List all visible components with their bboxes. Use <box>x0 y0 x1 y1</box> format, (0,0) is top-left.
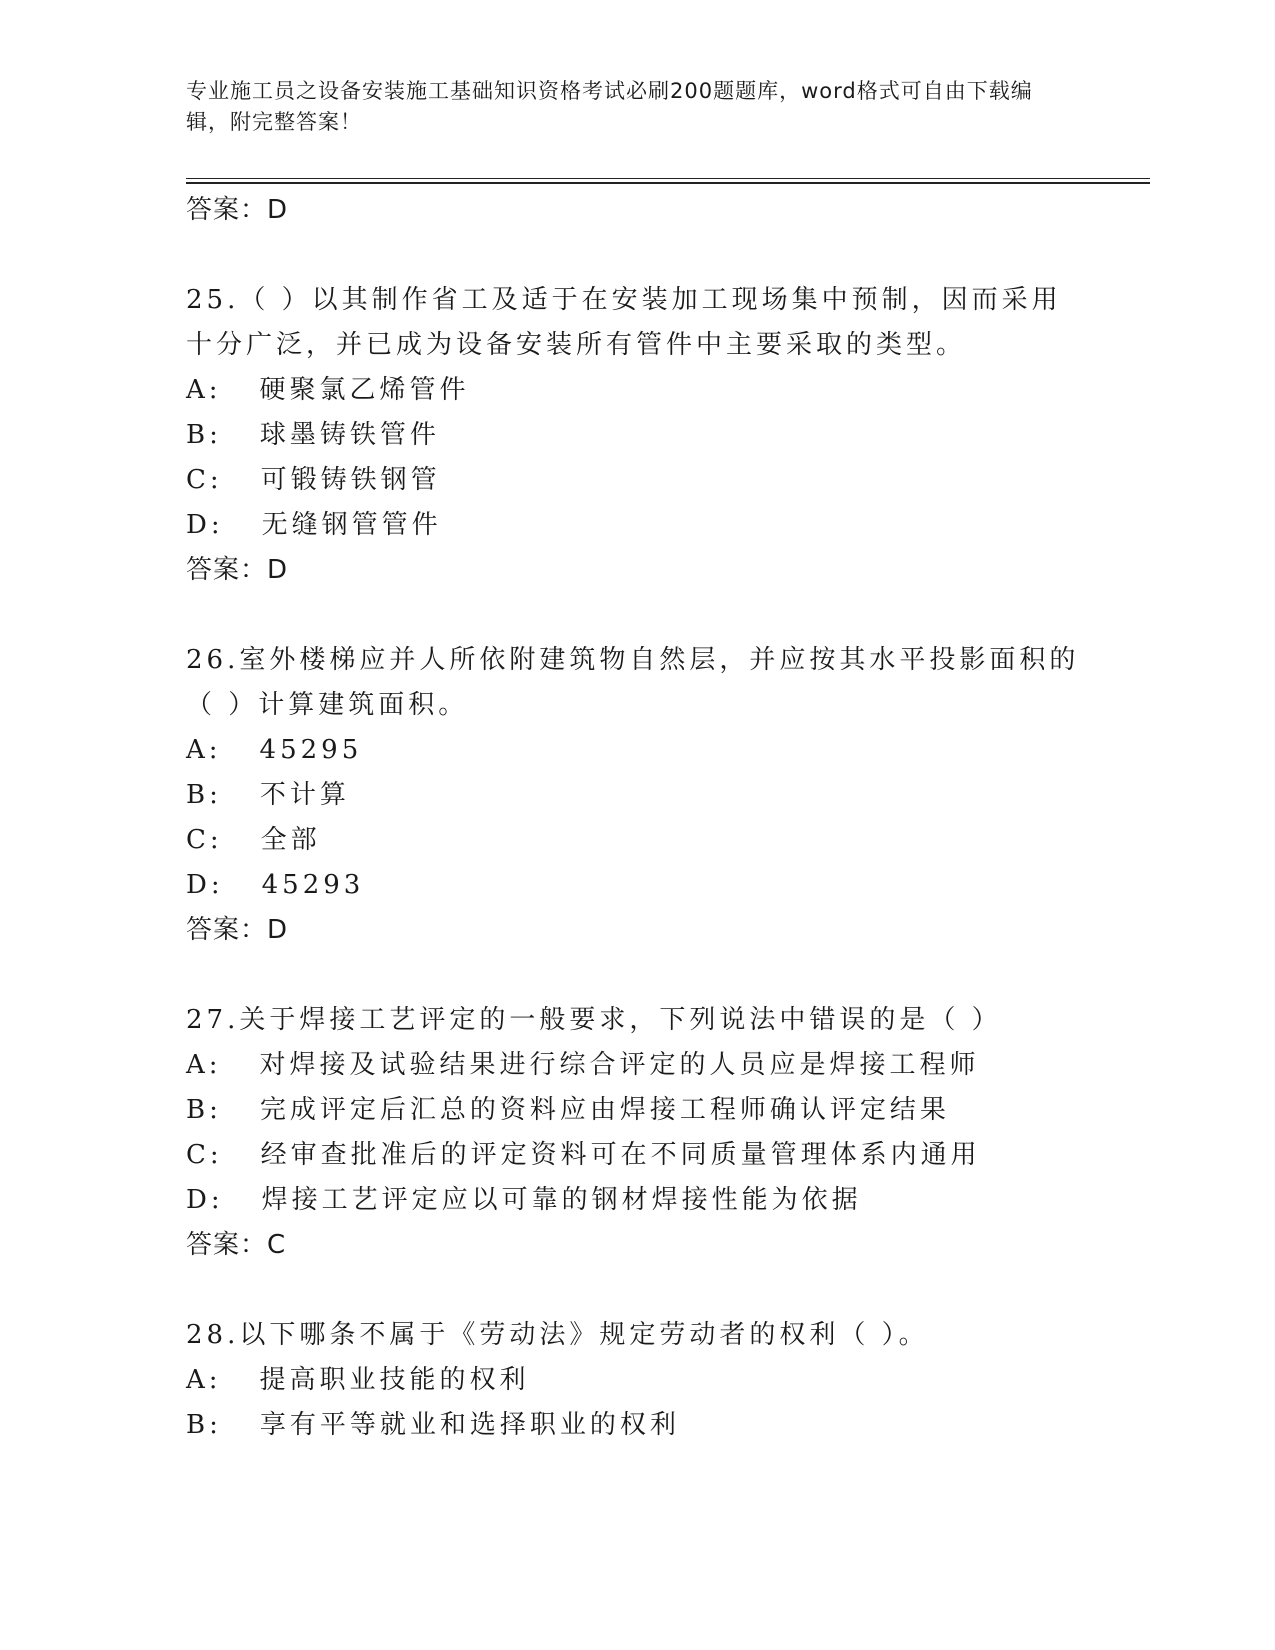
option-item <box>186 1178 1086 1223</box>
option-item <box>186 818 1086 863</box>
answer-line: 答案：D <box>186 195 289 225</box>
question-item <box>186 1313 1086 1448</box>
option-key: C: <box>186 825 223 855</box>
option-item <box>186 1088 1086 1133</box>
question-text: 27.关于焊接工艺评定的一般要求，下列说法中错误的是（ ） <box>186 1005 1002 1035</box>
option-text: 完成评定后汇总的资料应由焊接工程师确认评定结果 <box>259 1095 950 1125</box>
option-key: B: <box>186 420 222 450</box>
question-item <box>186 278 1086 592</box>
option-text: 享有平等就业和选择职业的权利 <box>259 1410 680 1440</box>
header-divider-thin <box>186 178 1150 179</box>
page-header-title: 专业施工员之设备安装施工基础知识资格考试必刷200题题库，word格式可自由下载编辑，附完整答案！ <box>186 79 1033 134</box>
option-item <box>186 1133 1086 1178</box>
option-text: 全部 <box>260 825 321 855</box>
option-text: 球墨铸铁管件 <box>259 420 440 450</box>
question-list <box>186 188 1086 1448</box>
option-key: A: <box>186 735 222 765</box>
answer-line: 答案：C <box>186 1230 287 1260</box>
option-key: D: <box>186 870 224 900</box>
option-item <box>186 413 1086 458</box>
option-key: A: <box>186 1365 222 1395</box>
option-item <box>186 1358 1086 1403</box>
answer-line: 答案：D <box>186 915 289 945</box>
option-item <box>186 863 1086 908</box>
question-item <box>186 998 1086 1267</box>
question-text: 28.以下哪条不属于《劳动法》规定劳动者的权利（ ）。 <box>186 1320 929 1350</box>
option-key: D: <box>186 510 224 540</box>
option-key: B: <box>186 1410 222 1440</box>
option-text: 45295 <box>259 735 363 765</box>
option-key: B: <box>186 780 222 810</box>
option-key: D: <box>186 1185 224 1215</box>
option-key: C: <box>186 465 223 495</box>
header-divider-thick <box>186 182 1150 184</box>
option-text: 对焊接及试验结果进行综合评定的人员应是焊接工程师 <box>259 1050 980 1080</box>
question-item <box>186 638 1086 952</box>
option-text: 45293 <box>261 870 365 900</box>
option-text: 提高职业技能的权利 <box>259 1365 530 1395</box>
option-text: 可锻铸铁钢管 <box>260 465 441 495</box>
option-key: B: <box>186 1095 222 1125</box>
option-text: 经审查批准后的评定资料可在不同质量管理体系内通用 <box>260 1140 981 1170</box>
question-text: 25.（ ）以其制作省工及适于在安装加工现场集中预制，因而采用十分广泛，并已成为设备安装所有管件中主要采取的类型。 <box>186 285 1062 360</box>
option-text: 硬聚氯乙烯管件 <box>259 375 470 405</box>
option-key: C: <box>186 1140 223 1170</box>
option-key: A: <box>186 375 222 405</box>
option-text: 焊接工艺评定应以可靠的钢材焊接性能为依据 <box>261 1185 862 1215</box>
option-text: 无缝钢管管件 <box>261 510 442 540</box>
option-key: A: <box>186 1050 222 1080</box>
option-text: 不计算 <box>259 780 350 810</box>
option-item <box>186 1403 1086 1448</box>
option-item <box>186 458 1086 503</box>
option-item <box>186 1043 1086 1088</box>
question-text: 26.室外楼梯应并人所依附建筑物自然层，并应按其水平投影面积的（ ）计算建筑面积。 <box>186 645 1080 720</box>
option-item <box>186 368 1086 413</box>
option-item <box>186 773 1086 818</box>
option-item <box>186 503 1086 548</box>
answer-line: 答案：D <box>186 555 289 585</box>
option-item <box>186 728 1086 773</box>
